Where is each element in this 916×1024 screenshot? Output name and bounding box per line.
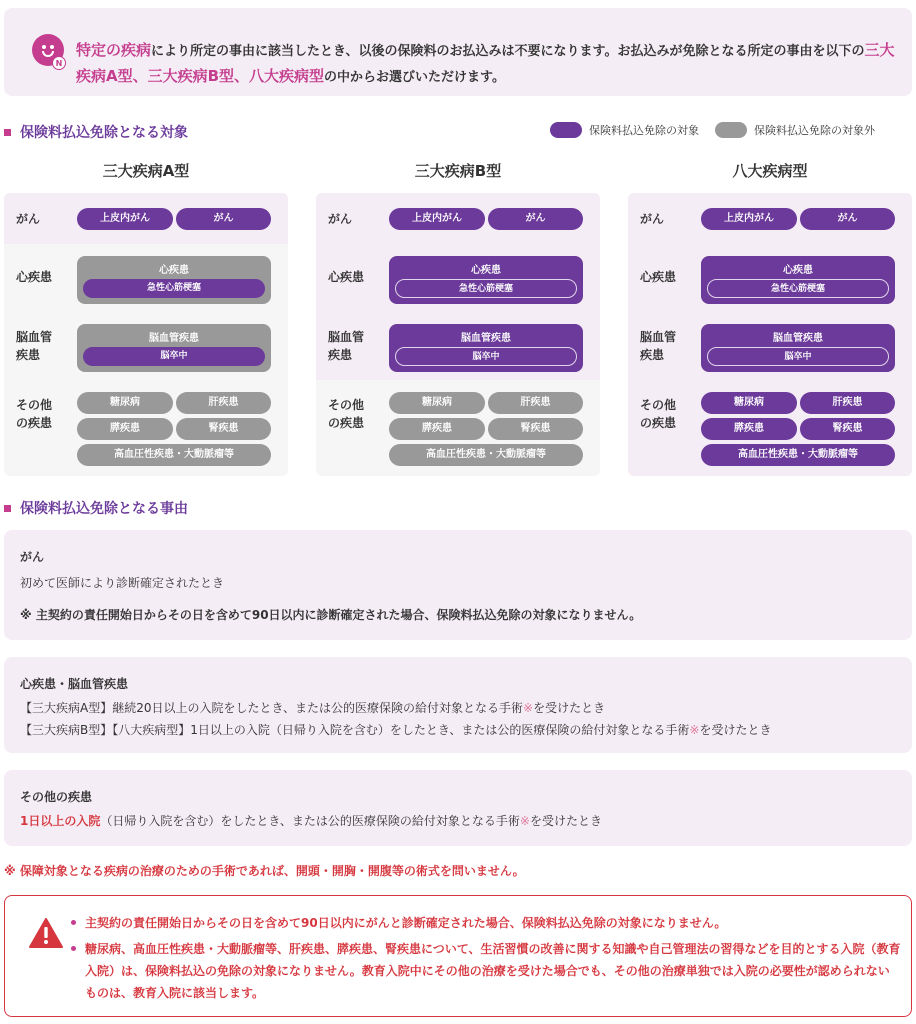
reason-cancer xyxy=(4,530,912,640)
legend-not-covered-swatch xyxy=(715,122,747,138)
legend xyxy=(550,122,875,138)
item-heart-disease: 心疾患 急性心筋梗塞 xyxy=(701,256,895,304)
row-label-brain: 脳血管 疾患 xyxy=(640,330,677,362)
row-label-other: その他 の疾患 xyxy=(16,398,53,430)
row-label-other: その他 の疾患 xyxy=(328,398,365,430)
item-acute-mi: 急性心筋梗塞 xyxy=(83,279,265,298)
item-diabetes: 糖尿病 xyxy=(77,392,173,414)
row-label-heart: 心疾患 xyxy=(16,270,53,284)
item-intraepithelial-cancer: 上皮内がん xyxy=(701,208,797,230)
row-label-cancer: がん xyxy=(328,212,353,226)
reason-title: 心疾患・脳血管疾患 xyxy=(20,677,129,691)
plan-card-8 xyxy=(628,193,912,476)
warning-item: 糖尿病、高血圧性疾患・大動脈瘤等、肝疾患、膵疾患、腎疾患について、生活習慣の改善に関する知識や自己管理法の習得などを目的とする入院（教育入院）は、保険料払込の免除の対象になりません。教育入院中にその他の治療を受けた場合でも、その他の治療単独では入院の必要性が認められないものは、教育入院に該当します。 xyxy=(71,938,901,1004)
warning-icon xyxy=(29,918,63,948)
item-stroke: 脳卒中 xyxy=(395,347,577,366)
item-intraepithelial-cancer: 上皮内がん xyxy=(389,208,485,230)
item-hypertension: 高血圧性疾患・大動脈瘤等 xyxy=(701,444,895,466)
row-label-brain: 脳血管 疾患 xyxy=(16,330,53,362)
section-title-reasons: 保険料払込免除となる事由 xyxy=(4,498,188,518)
item-cancer: がん xyxy=(800,208,895,230)
item-cerebrovascular: 脳血管疾患 脳卒中 xyxy=(389,324,583,372)
item-hypertension: 高血圧性疾患・大動脈瘤等 xyxy=(77,444,271,466)
item-liver: 肝疾患 xyxy=(176,392,271,414)
row-label-other: その他 の疾患 xyxy=(640,398,677,430)
section-title-target: 保険料払込免除となる対象 xyxy=(4,122,188,142)
reason-text: 1日以上の入院（日帰り入院を含む）をしたとき、または公的医療保険の給付対象となる手術※を受けたとき xyxy=(20,814,602,828)
legend-covered-label: 保険料払込免除の対象 xyxy=(589,124,699,137)
warning-list xyxy=(71,912,901,1008)
item-pancreas: 膵疾患 xyxy=(701,418,797,440)
item-hypertension: 高血圧性疾患・大動脈瘤等 xyxy=(389,444,583,466)
column-title-b: 三大疾病B型 xyxy=(414,162,502,180)
item-cerebrovascular: 脳血管疾患 脳卒中 xyxy=(701,324,895,372)
item-kidney: 腎疾患 xyxy=(800,418,895,440)
reason-other xyxy=(4,770,912,846)
reason-text: 初めて医師により診断確定されたとき xyxy=(20,576,225,590)
reason-heart-brain xyxy=(4,657,912,753)
intro-text: 特定の疾病により所定の事由に該当したとき、以後の保険料のお払込みは不要になります。お払込みが免除となる所定の事由を以下の三大疾病A型、三大疾病B型、八大疾病型の中からお選びいただけます。 xyxy=(76,41,895,85)
item-diabetes: 糖尿病 xyxy=(389,392,485,414)
reason-text-b: 【三大疾病B型】【八大疾病型】1日以上の入院（日帰り入院を含む）をしたとき、または公的医療保険の給付対象となる手術※を受けたとき xyxy=(20,723,772,737)
column-title-a: 三大疾病A型 xyxy=(102,162,190,180)
plan-card-a xyxy=(4,193,288,476)
item-intraepithelial-cancer: 上皮内がん xyxy=(77,208,173,230)
row-label-heart: 心疾患 xyxy=(328,270,365,284)
legend-not-covered-label: 保険料払込免除の対象外 xyxy=(754,124,875,137)
legend-covered-swatch xyxy=(550,122,582,138)
item-heart-disease: 心疾患 急性心筋梗塞 xyxy=(389,256,583,304)
row-label-cancer: がん xyxy=(16,212,41,226)
reason-note: ※ 主契約の責任開始日からその日を含めて90日以内に診断確定された場合、保険料払込免除の対象になりません。 xyxy=(20,608,642,622)
plan-card-b xyxy=(316,193,600,476)
item-stroke: 脳卒中 xyxy=(707,347,889,366)
item-acute-mi: 急性心筋梗塞 xyxy=(395,279,577,298)
item-cerebrovascular: 脳血管疾患 脳卒中 xyxy=(77,324,271,372)
item-liver: 肝疾患 xyxy=(800,392,895,414)
intro-banner xyxy=(4,8,912,96)
item-pancreas: 膵疾患 xyxy=(389,418,485,440)
item-stroke: 脳卒中 xyxy=(83,347,265,366)
item-acute-mi: 急性心筋梗塞 xyxy=(707,279,889,298)
reason-title: その他の疾患 xyxy=(20,790,93,804)
item-liver: 肝疾患 xyxy=(488,392,583,414)
row-label-heart: 心疾患 xyxy=(640,270,677,284)
warning-box xyxy=(4,895,912,1017)
row-label-brain: 脳血管 疾患 xyxy=(328,330,365,362)
item-kidney: 腎疾患 xyxy=(176,418,271,440)
item-cancer: がん xyxy=(488,208,583,230)
item-pancreas: 膵疾患 xyxy=(77,418,173,440)
mascot-icon: N xyxy=(32,34,64,66)
footnote: ※ 保障対象となる疾病の治療のための手術であれば、開頭・開胸・開腹等の術式を問いません。 xyxy=(4,864,525,878)
item-diabetes: 糖尿病 xyxy=(701,392,797,414)
row-label-cancer: がん xyxy=(640,212,665,226)
item-cancer: がん xyxy=(176,208,271,230)
reason-text-a: 【三大疾病A型】継続20日以上の入院をしたとき、または公的医療保険の給付対象となる手術※を受けたとき xyxy=(20,701,606,715)
reason-title: がん xyxy=(20,550,45,564)
item-kidney: 腎疾患 xyxy=(488,418,583,440)
column-title-8: 八大疾病型 xyxy=(732,162,808,180)
item-heart-disease: 心疾患 急性心筋梗塞 xyxy=(77,256,271,304)
warning-item: 主契約の責任開始日からその日を含めて90日以内にがんと診断確定された場合、保険料払込免除の対象になりません。 xyxy=(71,912,901,934)
